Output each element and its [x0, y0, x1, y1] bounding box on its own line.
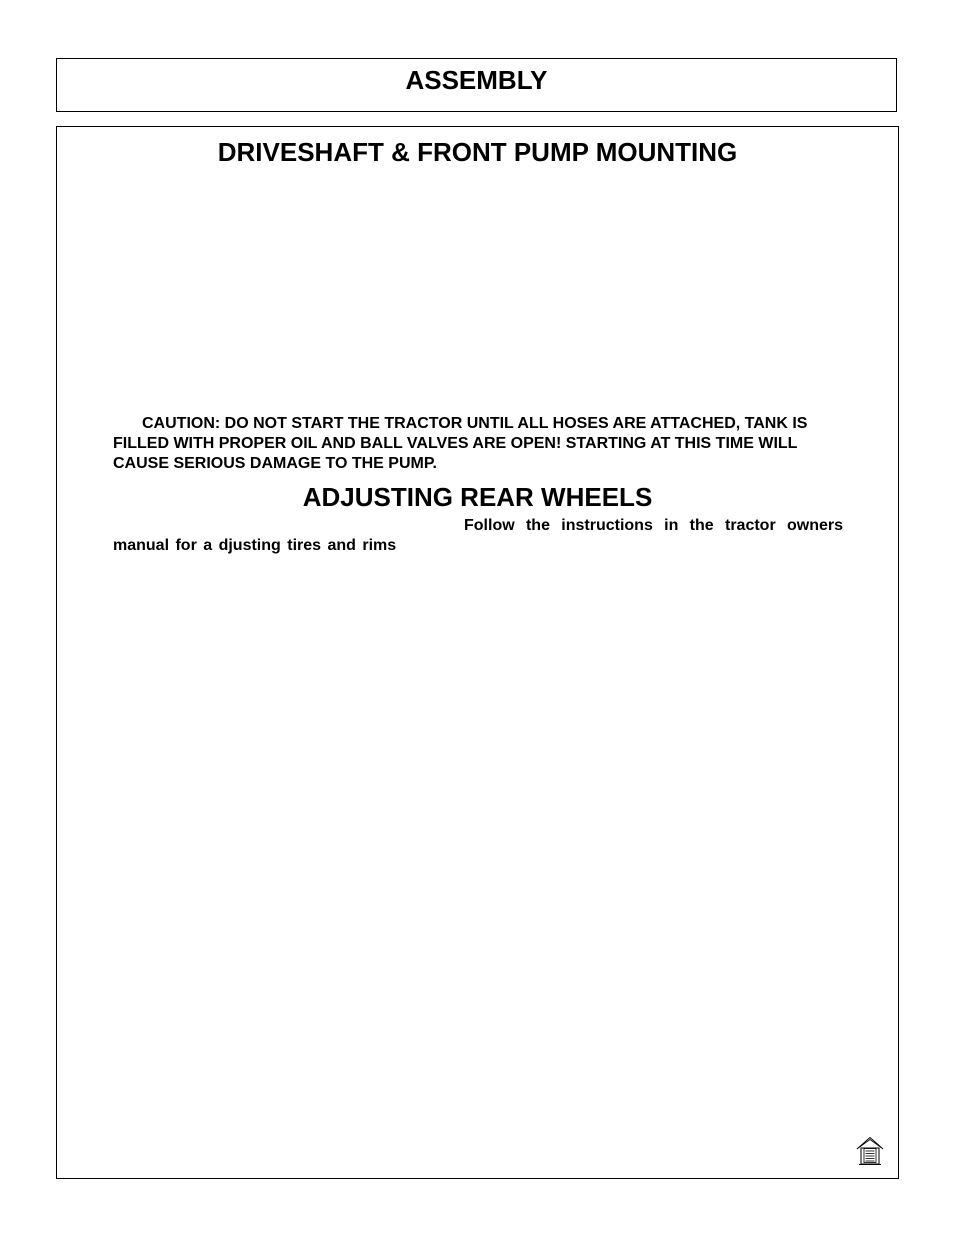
page-header-title: ASSEMBLY [405, 65, 548, 95]
home-icon[interactable] [856, 1136, 884, 1166]
section-title-driveshaft: DRIVESHAFT & FRONT PUMP MOUNTING [217, 137, 738, 167]
main-content-box [56, 126, 899, 1179]
rear-wheels-paragraph-line-1: Follow the instructions in the tractor owners [464, 517, 843, 534]
header-box [56, 58, 897, 112]
rear-wheels-paragraph-line-2: manual for a djusting tires and rims [113, 537, 397, 554]
section-title-rear-wheels: ADJUSTING REAR WHEELS [302, 482, 653, 512]
caution-text: CAUTION: DO NOT START THE TRACTOR UNTIL ALL HOSES ARE ATTACHED, TANK IS FILLED WITH PROPER OIL AND BALL VALVES ARE OPEN! STARTING AT THIS TIME WILL CAUSE SERIOUS DAMAGE TO THE PUMP. [113, 415, 808, 472]
